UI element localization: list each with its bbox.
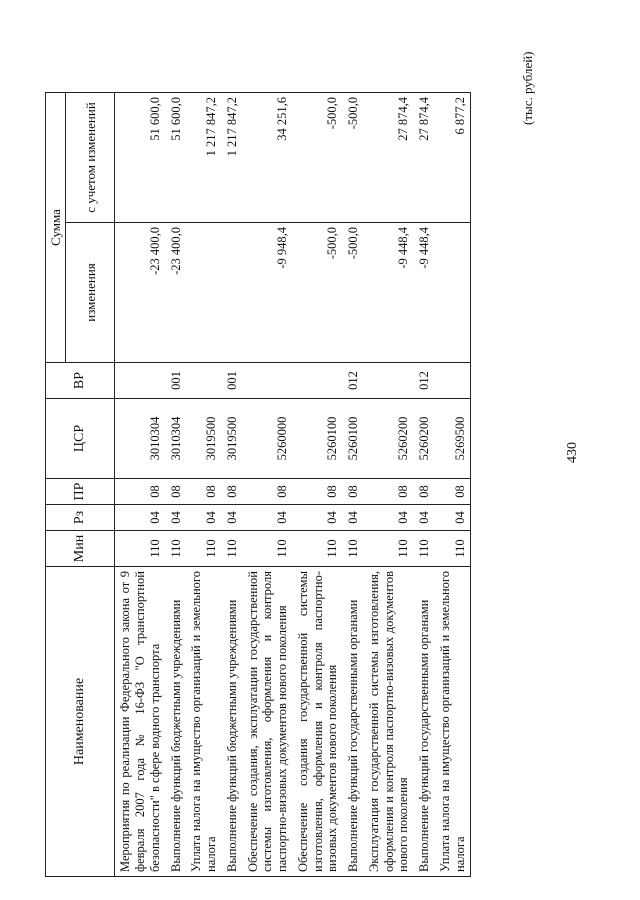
table-row (364, 93, 414, 877)
row-rz: 04 (293, 505, 343, 531)
row-rz: 04 (343, 505, 364, 531)
budget-table (45, 92, 471, 877)
table-row (243, 93, 293, 877)
row-total: 1 217 847,2 (222, 93, 243, 223)
row-name: Выполнение функций бюджетными учреждениями (222, 567, 243, 877)
table-row (115, 93, 166, 877)
row-change: -9 948,4 (243, 223, 293, 363)
row-rz: 04 (115, 505, 166, 531)
row-change: -500,0 (343, 223, 364, 363)
row-total: -500,0 (343, 93, 364, 223)
row-pr: 08 (414, 479, 435, 505)
row-total: 27 874,4 (364, 93, 414, 223)
row-vr (186, 363, 222, 399)
row-name: Мероприятия по реализации Федерального закона от 9 февраля 2007 года № 16-ФЗ "О транспортной безопасности" в сфере водного транспорта (115, 567, 166, 877)
document-page (0, 15, 640, 885)
row-total: -500,0 (293, 93, 343, 223)
row-change: -23 400,0 (115, 223, 166, 363)
row-csr: 5260200 (364, 399, 414, 479)
row-min: 110 (115, 531, 166, 567)
row-pr: 08 (364, 479, 414, 505)
row-rz: 04 (435, 505, 471, 531)
page-number: 430 (565, 442, 580, 463)
row-change (186, 223, 222, 363)
row-pr: 08 (222, 479, 243, 505)
row-name: Выполнение функций бюджетными учреждениями (166, 567, 187, 877)
row-vr (293, 363, 343, 399)
row-name: Обеспечение создания, эксплуатации государственной системы изготовления, оформления и контроля паспортно-визовых документов нового поколения (243, 567, 293, 877)
row-min: 110 (166, 531, 187, 567)
row-vr: 012 (414, 363, 435, 399)
header-changes: изменения (66, 223, 115, 363)
row-name: Эксплуатация государственной системы изготовления, оформления и контроля паспортно-визовых документов нового поколения (364, 567, 414, 877)
table-row (293, 93, 343, 877)
row-pr: 08 (166, 479, 187, 505)
row-total: 51 600,0 (166, 93, 187, 223)
row-csr: 5260100 (293, 399, 343, 479)
row-rz: 04 (186, 505, 222, 531)
row-csr: 5269500 (435, 399, 471, 479)
row-rz: 04 (414, 505, 435, 531)
row-change (435, 223, 471, 363)
row-csr: 3019500 (186, 399, 222, 479)
row-pr: 08 (243, 479, 293, 505)
row-name: Выполнение функций государственными органами (414, 567, 435, 877)
row-pr: 08 (435, 479, 471, 505)
table-row (414, 93, 435, 877)
row-pr: 08 (186, 479, 222, 505)
table-row (435, 93, 471, 877)
row-min: 110 (343, 531, 364, 567)
row-csr: 5260100 (343, 399, 364, 479)
row-pr: 08 (343, 479, 364, 505)
row-csr: 3010304 (166, 399, 187, 479)
row-vr: 001 (166, 363, 187, 399)
units-label: (тыс. рублей) (520, 51, 535, 125)
row-change: -500,0 (293, 223, 343, 363)
row-csr: 5260200 (414, 399, 435, 479)
row-csr: 5260000 (243, 399, 293, 479)
row-rz: 04 (222, 505, 243, 531)
table-row (222, 93, 243, 877)
row-rz: 04 (243, 505, 293, 531)
row-name: Уплата налога на имущество организаций и земельного налога (186, 567, 222, 877)
row-min: 110 (414, 531, 435, 567)
row-min: 110 (435, 531, 471, 567)
row-total: 34 251,6 (243, 93, 293, 223)
row-vr: 001 (222, 363, 243, 399)
row-total: 1 217 847,2 (186, 93, 222, 223)
row-change: -23 400,0 (166, 223, 187, 363)
row-rz: 04 (166, 505, 187, 531)
row-total: 6 877,2 (435, 93, 471, 223)
row-csr: 3019500 (222, 399, 243, 479)
row-vr (243, 363, 293, 399)
row-name: Обеспечение создания государственной системы изготовления, оформления и контроля паспортно-визовых документов нового поколения (293, 567, 343, 877)
header-with-changes: с учетом изменений (66, 93, 115, 223)
row-vr: 012 (343, 363, 364, 399)
header-rz: Рз (46, 505, 115, 531)
row-total: 51 600,0 (115, 93, 166, 223)
header-pr: ПР (46, 479, 115, 505)
row-vr (115, 363, 166, 399)
row-min: 110 (222, 531, 243, 567)
row-name: Выполнение функций государственными органами (343, 567, 364, 877)
row-pr: 08 (115, 479, 166, 505)
row-min: 110 (243, 531, 293, 567)
row-min: 110 (364, 531, 414, 567)
row-change: -9 448,4 (364, 223, 414, 363)
header-min: Мин (46, 531, 115, 567)
row-min: 110 (293, 531, 343, 567)
row-csr: 3010304 (115, 399, 166, 479)
row-rz: 04 (364, 505, 414, 531)
table-row (166, 93, 187, 877)
table-body (115, 93, 471, 877)
header-csr: ЦСР (46, 399, 115, 479)
table-header (46, 93, 115, 877)
table-row (186, 93, 222, 877)
row-vr (435, 363, 471, 399)
row-min: 110 (186, 531, 222, 567)
row-total: 27 874,4 (414, 93, 435, 223)
table-row (343, 93, 364, 877)
header-name: Наименование (46, 567, 115, 877)
row-change (222, 223, 243, 363)
row-name: Уплата налога на имущество организаций и земельного налога (435, 567, 471, 877)
row-change: -9 448,4 (414, 223, 435, 363)
row-vr (364, 363, 414, 399)
row-pr: 08 (293, 479, 343, 505)
header-vr: ВР (46, 363, 115, 399)
header-sum: Сумма (46, 93, 66, 363)
